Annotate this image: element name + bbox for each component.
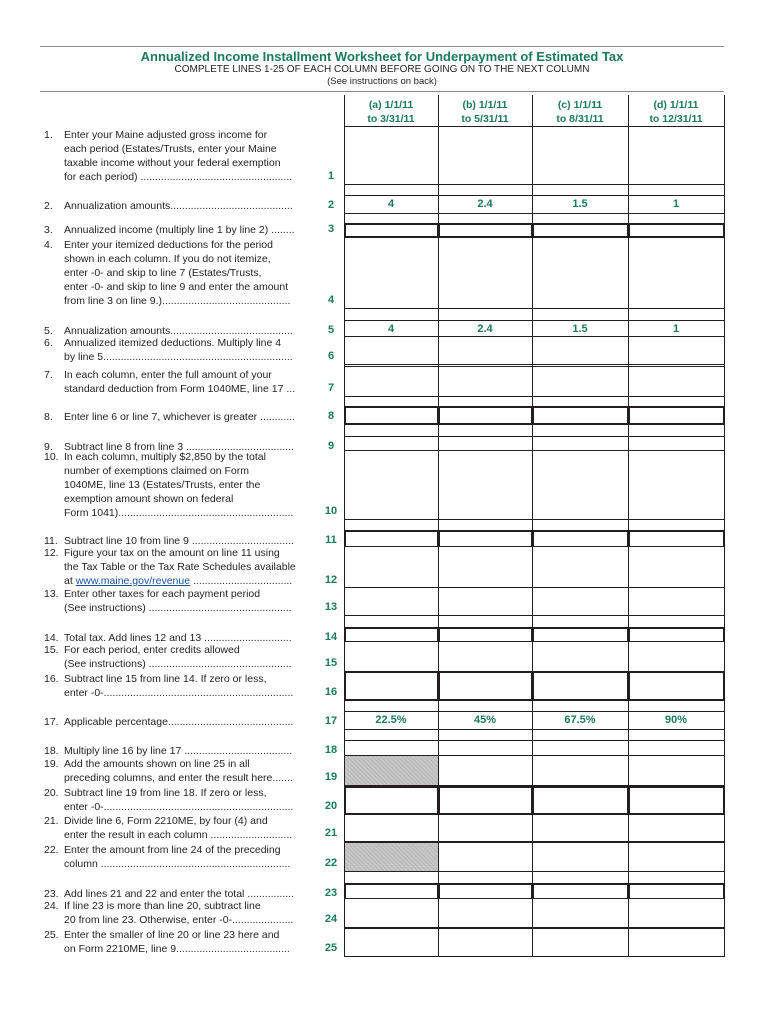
line-2-col-d-value: 1 — [672, 198, 680, 210]
line-box-number: 12 — [324, 574, 338, 586]
line-description: Enter the smaller of line 20 or line 23 here and on Form 2210ME, line 9....................................... — [64, 929, 290, 955]
line-box-number: 24 — [324, 913, 338, 925]
line-number-label: 14. — [44, 632, 59, 644]
line-5-col-c-value: 1.5 — [572, 323, 588, 335]
line-13-col-b-input[interactable] — [438, 587, 533, 616]
line-number-label: 11. — [44, 535, 58, 547]
worksheet-line-21 — [0, 814, 770, 841]
line-22-col-a-shaded-cell — [344, 842, 439, 872]
line-10-col-d-input[interactable] — [628, 450, 725, 520]
line-13-col-d-input[interactable] — [628, 587, 725, 616]
line-number-label: 5. — [44, 325, 53, 337]
line-box-number: 15 — [324, 657, 338, 669]
line-3-col-b-input[interactable] — [438, 223, 533, 238]
line-8-col-c-input[interactable] — [532, 406, 629, 425]
line-description: Multiply line 16 by line 17 ..................................... — [64, 745, 293, 757]
line-number-label: 21. — [44, 815, 59, 827]
line-22-col-b-input[interactable] — [438, 842, 533, 872]
line-24-col-d-input[interactable] — [628, 898, 725, 928]
line-description: Total tax. Add lines 12 and 13 .............................. — [64, 632, 292, 644]
line-7-col-c-input[interactable] — [532, 366, 629, 397]
line-16-col-a-input[interactable] — [344, 671, 439, 701]
line-17-col-a-value: 22.5% — [375, 714, 407, 726]
line-3-col-d-input[interactable] — [628, 223, 725, 238]
line-21-col-d-input[interactable] — [628, 814, 725, 842]
line-box-number: 21 — [324, 827, 338, 839]
line-4-col-d-input[interactable] — [628, 237, 725, 309]
line-1-col-b-input[interactable] — [438, 126, 533, 185]
line-box-number: 23 — [324, 887, 338, 899]
line-description: Add the amounts shown on line 25 in all preceding columns, and enter the result here....... — [64, 758, 293, 784]
line-21-col-c-input[interactable] — [532, 814, 629, 842]
page-subtitle: COMPLETE LINES 1-25 OF EACH COLUMN BEFORE GOING ON TO THE NEXT COLUMN — [174, 64, 590, 75]
line-box-number: 16 — [324, 686, 338, 698]
line-19-col-d-input[interactable] — [628, 755, 725, 786]
line-number-label: 17. — [44, 716, 59, 728]
line-number-label: 1. — [44, 129, 53, 141]
line-5-col-d-value: 1 — [672, 323, 680, 335]
worksheet-line-1 — [0, 126, 770, 184]
line-2-col-c-value: 1.5 — [572, 198, 588, 210]
line-description: Annualization amounts.......................................... — [64, 200, 293, 212]
line-number-label: 19. — [44, 758, 59, 770]
worksheet-line-15 — [0, 641, 770, 671]
column-period-start: (b) 1/1/11 — [462, 99, 508, 111]
line-description: Divide line 6, Form 2210ME, by four (4) and enter the result in each column ............................ — [64, 815, 293, 841]
page-title: Annualized Income Installment Worksheet for Underpayment of Estimated Tax — [140, 49, 624, 64]
worksheet-line-7 — [0, 366, 770, 396]
line-19-col-c-input[interactable] — [532, 755, 629, 786]
line-5-col-b-value: 2.4 — [477, 323, 493, 335]
line-16-col-d-input[interactable] — [628, 671, 725, 701]
column-period-start: (c) 1/1/11 — [557, 99, 603, 111]
line-number-label: 20. — [44, 787, 59, 799]
line-5-col-a-value: 4 — [387, 323, 395, 335]
line-number-label: 13. — [44, 588, 59, 600]
line-number-label: 4. — [44, 239, 53, 251]
worksheet-line-4 — [0, 237, 770, 308]
line-number-label: 24. — [44, 900, 59, 912]
line-12-col-b-input[interactable] — [438, 546, 533, 589]
line-number-label: 23. — [44, 888, 59, 900]
line-box-number: 22 — [324, 857, 338, 869]
column-period-end: to 12/31/11 — [649, 113, 703, 125]
line-17-col-b-value: 45% — [473, 714, 497, 726]
line-8-col-d-input[interactable] — [628, 406, 725, 425]
worksheet-line-16 — [0, 671, 770, 700]
line-10-col-c-input[interactable] — [532, 450, 629, 520]
column-period-start: (a) 1/1/11 — [368, 99, 414, 111]
line-21-col-a-input[interactable] — [344, 814, 439, 842]
line-2-col-a-value: 4 — [387, 198, 395, 210]
header-rule — [40, 91, 724, 92]
line-number-label: 15. — [44, 644, 59, 656]
line-box-number: 11 — [325, 534, 337, 546]
column-header-a — [344, 98, 438, 126]
line-number-label: 12. — [44, 547, 59, 559]
line-6-col-d-input[interactable] — [628, 336, 725, 365]
line-17-col-c-value: 67.5% — [564, 714, 596, 726]
line-description: For each period, enter credits allowed (See instructions) ................................................. — [64, 644, 292, 670]
line-description: Figure your tax on the amount on line 11 using the Tax Table or the Tax Rate Schedules available at www.maine.gov/revenue .................................. — [64, 547, 296, 587]
line-description: Subtract line 10 from line 9 ................................... — [64, 535, 294, 547]
line-24-col-a-input[interactable] — [344, 898, 439, 928]
line-15-col-b-input[interactable] — [438, 641, 533, 672]
line-25-col-d-input[interactable] — [628, 928, 725, 957]
line-box-number: 5 — [327, 324, 335, 336]
line-7-col-d-input[interactable] — [628, 366, 725, 397]
line-24-col-c-input[interactable] — [532, 898, 629, 928]
line-20-col-a-input[interactable] — [344, 786, 439, 815]
line-number-label: 6. — [44, 337, 53, 349]
line-16-col-c-input[interactable] — [532, 671, 629, 701]
line-box-number: 3 — [327, 223, 335, 235]
worksheet-line-22 — [0, 842, 770, 871]
line-number-label: 3. — [44, 224, 53, 236]
line-description: Annualized income (multiply line 1 by line 2) ........ — [64, 224, 295, 236]
line-description: In each column, multiply $2,850 by the total number of exemptions claimed on Form 1040ME, line 13 (Estates/Trusts, enter the exemption amount shown on federal Form 1041)............................................................ — [64, 451, 294, 519]
line-3-col-a-input[interactable] — [344, 223, 439, 238]
line-description: In each column, enter the full amount of your standard deduction from Form 1040ME, line 17 ... — [64, 369, 296, 395]
line-6-col-a-input[interactable] — [344, 336, 439, 365]
line-number-label: 8. — [44, 411, 53, 423]
line-description: Enter your itemized deductions for the period shown in each column. If you do not itemize, enter -0- and skip to line 7 (Estates/Trusts, enter -0- and skip to line 9 and enter the amount from line 3 on line 9.)............................................ — [64, 239, 291, 307]
worksheet-line-12 — [0, 546, 770, 588]
line-13-col-a-input[interactable] — [344, 587, 439, 616]
line-12-col-c-input[interactable] — [532, 546, 629, 589]
line-box-number: 13 — [324, 601, 338, 613]
worksheet-line-19 — [0, 755, 770, 785]
worksheet-line-2 — [0, 195, 770, 213]
line-10-col-a-input[interactable] — [344, 450, 439, 520]
worksheet-line-25 — [0, 928, 770, 956]
line-15-col-a-input[interactable] — [344, 641, 439, 672]
line-13-col-c-input[interactable] — [532, 587, 629, 616]
line-description: Enter the amount from line 24 of the preceding column ................................................................. — [64, 844, 291, 870]
line-box-number: 1 — [327, 170, 335, 182]
line-21-col-b-input[interactable] — [438, 814, 533, 842]
top-rule — [40, 46, 724, 47]
worksheet-line-6 — [0, 336, 770, 364]
line-description: Subtract line 15 from line 14. If zero or less, enter -0-................................................................. — [64, 673, 294, 699]
worksheet-line-10 — [0, 450, 770, 519]
line-4-col-b-input[interactable] — [438, 237, 533, 309]
line-number-label: 7. — [44, 369, 53, 381]
line-8-col-b-input[interactable] — [438, 406, 533, 425]
line-number-label: 18. — [44, 745, 59, 757]
line-17-col-d-value: 90% — [664, 714, 688, 726]
line-1-col-a-input[interactable] — [344, 126, 439, 185]
line-15-col-c-input[interactable] — [532, 641, 629, 672]
line-description: If line 23 is more than line 20, subtract line 20 from line 23. Otherwise, enter -0-..................... — [64, 900, 294, 926]
line-19-col-a-shaded-cell — [344, 755, 439, 786]
line-number-label: 2. — [44, 200, 53, 212]
worksheet-line-17 — [0, 711, 770, 729]
line-3-col-c-input[interactable] — [532, 223, 629, 238]
column-period-end: to 8/31/11 — [556, 113, 604, 125]
line-description: Add lines 21 and 22 and enter the total ................ — [64, 888, 294, 900]
line-box-number: 4 — [327, 294, 335, 306]
line-number-label: 9. — [44, 441, 53, 453]
worksheet-line-24 — [0, 898, 770, 927]
line-box-number: 9 — [327, 440, 335, 452]
line-box-number: 19 — [324, 771, 338, 783]
line-box-number: 6 — [327, 350, 335, 362]
line-1-col-c-input[interactable] — [532, 126, 629, 185]
line-description: Annualized itemized deductions. Multiply line 4 by line 5................................................................. — [64, 337, 293, 363]
line-description: Subtract line 8 from line 3 ..................................... — [64, 441, 294, 453]
line-box-number: 8 — [327, 410, 335, 422]
line-2-col-b-value: 2.4 — [477, 198, 493, 210]
line-description: Annualization amounts.......................................... — [64, 325, 293, 337]
line-10-col-b-input[interactable] — [438, 450, 533, 520]
line-number-label: 25. — [44, 929, 59, 941]
column-period-end: to 3/31/11 — [367, 113, 415, 125]
line-22-col-d-input[interactable] — [628, 842, 725, 872]
line-20-col-d-input[interactable] — [628, 786, 725, 815]
line-12-col-d-input[interactable] — [628, 546, 725, 589]
line-6-col-b-input[interactable] — [438, 336, 533, 365]
maine-revenue-link[interactable]: www.maine.gov/revenue — [75, 575, 191, 587]
line-25-col-a-input[interactable] — [344, 928, 439, 957]
line-6-col-c-input[interactable] — [532, 336, 629, 365]
column-period-end: to 5/31/11 — [461, 113, 509, 125]
column-header-d — [628, 98, 724, 126]
line-20-col-b-input[interactable] — [438, 786, 533, 815]
column-header-c — [532, 98, 628, 126]
line-8-col-a-input[interactable] — [344, 406, 439, 425]
column-header-b — [438, 98, 532, 126]
column-period-start: (d) 1/1/11 — [653, 99, 699, 111]
line-19-col-b-input[interactable] — [438, 755, 533, 786]
line-15-col-d-input[interactable] — [628, 641, 725, 672]
line-25-col-c-input[interactable] — [532, 928, 629, 957]
line-number-label: 10. — [44, 451, 59, 463]
worksheet-line-8 — [0, 406, 770, 424]
line-4-col-c-input[interactable] — [532, 237, 629, 309]
line-box-number: 20 — [324, 800, 338, 812]
line-description: Enter your Maine adjusted gross income for each period (Estates/Trusts, enter your Maine taxable income without your federal exemption for each period) .................................................... — [64, 129, 293, 183]
line-description: Enter line 6 or line 7, whichever is greater ............ — [64, 411, 296, 423]
line-number-label: 16. — [44, 673, 59, 685]
line-description: Applicable percentage........................................... — [64, 716, 294, 728]
line-1-col-d-input[interactable] — [628, 126, 725, 185]
line-description: Subtract line 19 from line 18. If zero or less, enter -0-................................................................. — [64, 787, 294, 813]
worksheet-line-20 — [0, 786, 770, 814]
line-number-label: 22. — [44, 844, 59, 856]
line-16-col-b-input[interactable] — [438, 671, 533, 701]
line-box-number: 14 — [324, 631, 338, 643]
line-7-col-b-input[interactable] — [438, 366, 533, 397]
line-box-number: 25 — [324, 942, 338, 954]
line-4-col-a-input[interactable] — [344, 237, 439, 309]
line-7-col-a-input[interactable] — [344, 366, 439, 397]
line-24-col-b-input[interactable] — [438, 898, 533, 928]
line-box-number: 17 — [324, 715, 338, 727]
line-box-number: 18 — [324, 744, 338, 756]
line-25-col-b-input[interactable] — [438, 928, 533, 957]
worksheet-line-3 — [0, 223, 770, 237]
line-box-number: 7 — [327, 382, 335, 394]
line-box-number: 10 — [324, 505, 338, 517]
line-22-col-c-input[interactable] — [532, 842, 629, 872]
line-description: Enter other taxes for each payment period (See instructions) ................................................. — [64, 588, 292, 614]
worksheet-line-13 — [0, 587, 770, 615]
line-12-col-a-input[interactable] — [344, 546, 439, 589]
instructions-note: (See instructions on back) — [327, 76, 437, 87]
line-20-col-c-input[interactable] — [532, 786, 629, 815]
line-box-number: 2 — [327, 199, 335, 211]
